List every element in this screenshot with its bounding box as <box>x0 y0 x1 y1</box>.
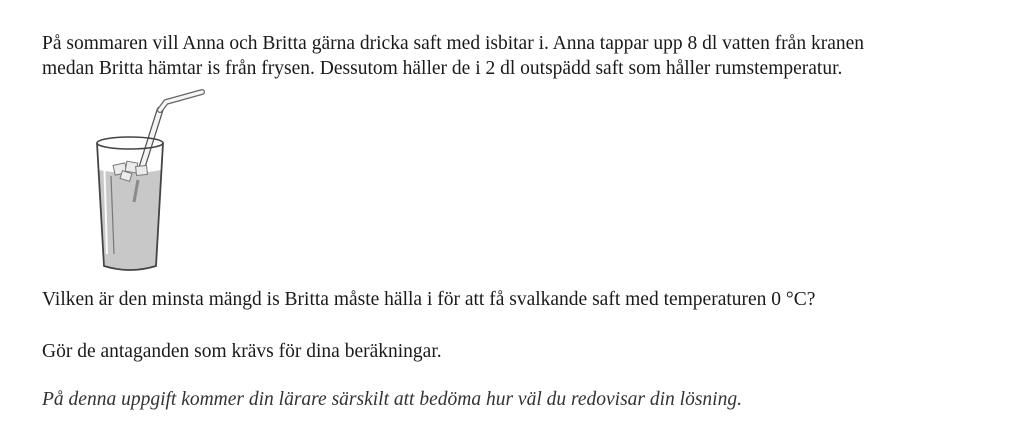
juice-liquid <box>99 170 161 269</box>
glass-with-straw-and-ice-icon <box>82 84 252 276</box>
problem-intro-line-1: På sommaren vill Anna och Britta gärna dricka saft med isbitar i. Anna tappar upp 8 dl vatten från kranen <box>42 33 865 54</box>
assumption-prompt: Gör de antaganden som krävs för dina beräkningar. <box>42 341 442 362</box>
glass-illustration <box>82 84 252 276</box>
assessment-note: På denna uppgift kommer din lärare särskilt att bedöma hur väl du redovisar din lösning. <box>42 389 742 410</box>
problem-intro-line-2: medan Britta hämtar is från frysen. Dessutom häller de i 2 dl outspädd saft som håller rumstemperatur. <box>42 58 843 79</box>
problem-question: Vilken är den minsta mängd is Britta måste hälla i för att få svalkande saft med temperaturen 0 °C? <box>42 289 816 310</box>
straw-icon <box>138 92 202 180</box>
